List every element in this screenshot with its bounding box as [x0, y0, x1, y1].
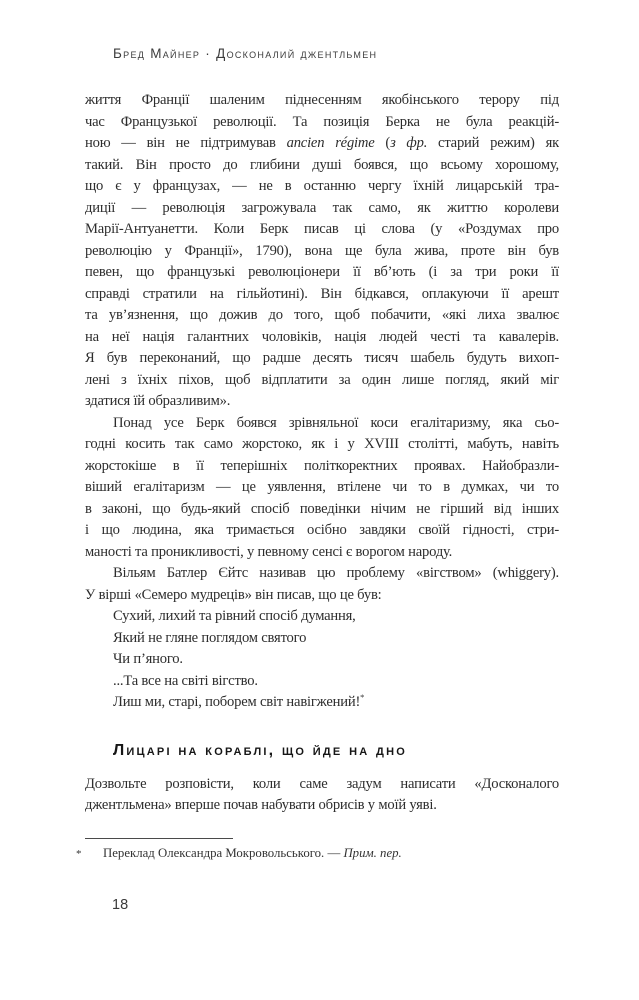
- text-line: Марії-Антуанетти. Коли Берк писав ці слова (у «Роздумах про: [85, 221, 559, 237]
- paragraph-3: [85, 563, 559, 606]
- text-line: Я був переконаний, що радше десять тисяч шабель будуть вихоп-: [85, 350, 559, 366]
- text-line: [85, 133, 559, 155]
- text-segment: ною — він не підтримував: [85, 135, 287, 151]
- text-line: життя Франції шаленим піднесенням якобінського терору під: [85, 92, 559, 108]
- text-line: лені з їхніх піхов, щоб відплатити за один лише погляд, який міг: [85, 371, 559, 388]
- footnote-reference-marker: *: [360, 692, 365, 703]
- paragraph-1: [85, 90, 559, 413]
- verse-line: [85, 692, 559, 714]
- text-segment: старий режим) як: [427, 135, 559, 151]
- footnote-separator-rule: [85, 838, 233, 839]
- verse-line: Сухий, лихий та рівний спосіб думання,: [113, 608, 356, 624]
- page-body: [85, 90, 559, 817]
- text-line: певен, що французькі революціонери її вб’ють (і за три роки її: [85, 264, 559, 280]
- text-line: час Французької революції. Та позиція Берка не була реакцій-: [85, 113, 559, 130]
- paragraph-2: [85, 413, 559, 564]
- footnote-source: Прим. пер.: [343, 846, 402, 860]
- text-line: Вільям Батлер Єйтс називав цю проблему «вігством» (whiggery).: [113, 565, 559, 581]
- paragraph-4: [85, 774, 559, 817]
- verse-text: Лиш ми, старі, поборем світ навігжений!: [113, 694, 361, 710]
- text-line: в законі, що будь-який спосіб поведінки нічим не гірший від інших: [85, 500, 559, 517]
- text-line: такий. Він просто до глибини душі боявся, що всьому хорошому,: [85, 156, 559, 173]
- text-line: і що людина, яка тримається осібно завдяки своїй гідності, стри-: [85, 522, 559, 538]
- footnote-text: [103, 846, 402, 860]
- text-line: жорстокіше в її теперішніх політкоректних проявах. Найобразли-: [85, 457, 559, 474]
- verse-block: [85, 606, 559, 714]
- italic-term: ancien régime: [286, 135, 375, 151]
- text-line: годні косить так само жорстоко, як і у XVIII столітті, мабуть, навіть: [85, 436, 559, 452]
- text-segment: (: [374, 135, 391, 151]
- footnote-body: Переклад Олександра Мокровольського. —: [103, 846, 344, 860]
- text-line: Дозвольте розповісти, коли саме задум написати «Досконалого: [85, 775, 559, 792]
- running-header: Бред Майнер · Досконалий джентльмен: [113, 46, 378, 61]
- text-line: що є у французах, — не в останню чергу їхній лицарській тра-: [85, 178, 559, 194]
- text-line: джентльмена» вперше почав набувати обрисів у моїй уяві.: [85, 797, 437, 813]
- text-line: віший егалітаризм — це уявлення, втілене чи то в думках, чи то: [85, 479, 559, 495]
- verse-line: Чи п’яного.: [113, 651, 183, 667]
- verse-line: Який не гляне поглядом святого: [113, 629, 307, 646]
- text-line: маності та проникливості, у певному сенсі є ворогом народу.: [85, 543, 453, 560]
- text-line: Понад усе Берк боявся зрівняльної коси егалітаризму, яка сьо-: [113, 414, 559, 431]
- footnote: [76, 845, 546, 862]
- text-line: диції — революція загрожувала так само, як життю королеви: [85, 199, 559, 216]
- text-line: на неї нація галантних чоловіків, нація людей честі та кавалерів.: [85, 328, 559, 345]
- verse-line: ...Та все на світі вігство.: [113, 672, 258, 689]
- text-line: революцію у Франції», 1790), вона ще була жива, проте він був: [85, 242, 559, 259]
- section-heading: Лицарі на кораблі, що йде на дно: [113, 741, 407, 759]
- text-line: здатися їй образливим».: [85, 393, 231, 409]
- footnote-marker: *: [76, 848, 82, 860]
- italic-term: з фр.: [390, 135, 428, 151]
- text-line: справді стратили на гільйотині). Він бідкався, оплакуючи її арешт: [85, 285, 559, 302]
- text-line: та ув’язнення, що дожив до того, щоб побачити, «які лиха звалює: [85, 307, 559, 323]
- text-line: У вірші «Семеро мудреців» він писав, що це був:: [85, 586, 382, 603]
- page-number: 18: [112, 897, 129, 913]
